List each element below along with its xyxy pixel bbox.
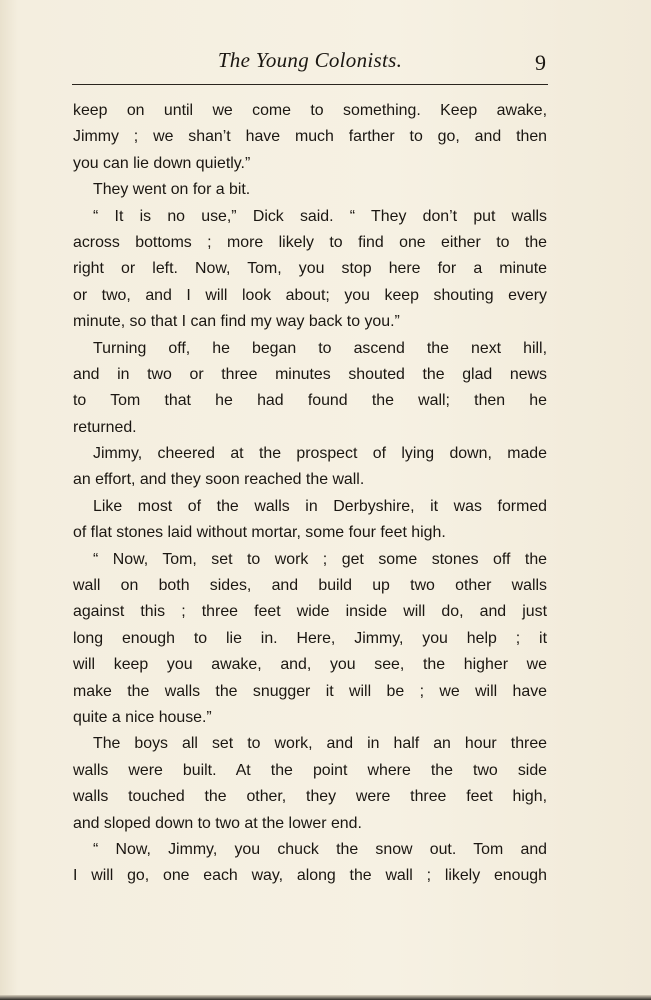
text-line: They went on for a bit. [93, 181, 251, 199]
text-line: Like most of the walls in Derbyshire, it was formed [93, 497, 547, 515]
text-line: walls were built. At the point where the two side [73, 761, 547, 779]
text-line: or two, and I will look about; you keep shouting every [73, 286, 547, 304]
text-line: long enough to lie in. Here, Jimmy, you help ; it [73, 629, 547, 647]
text-line: and in two or three minutes shouted the glad news [73, 365, 547, 383]
text-line: an effort, and they soon reached the wall. [73, 471, 365, 489]
text-line: Turning off, he began to ascend the next hill, [93, 339, 547, 357]
text-line: “ Now, Jimmy, you chuck the snow out. Tom and [93, 840, 547, 858]
body-text [73, 98, 547, 890]
text-line: returned. [73, 418, 137, 436]
text-line: Jimmy ; we shan’t have much farther to go, and then [73, 128, 547, 146]
page-number: 9 [535, 50, 546, 75]
text-line: make the walls the snugger it will be ; we will have [73, 682, 547, 700]
text-line: “ Now, Tom, set to work ; get some stones off the [93, 550, 547, 568]
header-rule [72, 84, 548, 85]
text-line: you can lie down quietly.” [73, 154, 251, 172]
text-line: The boys all set to work, and in half an hour three [93, 735, 547, 753]
text-line: against this ; three feet wide inside will do, and just [73, 603, 547, 621]
text-line: “ It is no use,” Dick said. “ They don’t put walls [93, 207, 547, 225]
text-line: keep on until we come to something. Keep awake, [73, 102, 547, 119]
text-line: to Tom that he had found the wall; then he [73, 392, 547, 410]
running-title: The Young Colonists. [217, 48, 403, 72]
text-line: Jimmy, cheered at the prospect of lying down, made [93, 445, 547, 463]
text-line: and sloped down to two at the lower end. [73, 814, 362, 832]
text-line: walls touched the other, they were three feet high, [73, 788, 547, 806]
text-line: across bottoms ; more likely to find one either to the [73, 233, 547, 251]
text-line: wall on both sides, and build up two other walls [73, 577, 547, 595]
text-line: quite a nice house.” [73, 708, 212, 726]
text-line: I will go, one each way, along the wall ; likely enough [73, 867, 547, 885]
text-line: will keep you awake, and, you see, the higher we [73, 656, 547, 674]
text-line: of flat stones laid without mortar, some four feet high. [73, 524, 446, 542]
text-line: right or left. Now, Tom, you stop here for a minute [73, 260, 547, 278]
running-head [72, 48, 548, 78]
text-line: minute, so that I can find my way back to you.” [73, 313, 400, 331]
page-bottom-edge [0, 995, 651, 1000]
